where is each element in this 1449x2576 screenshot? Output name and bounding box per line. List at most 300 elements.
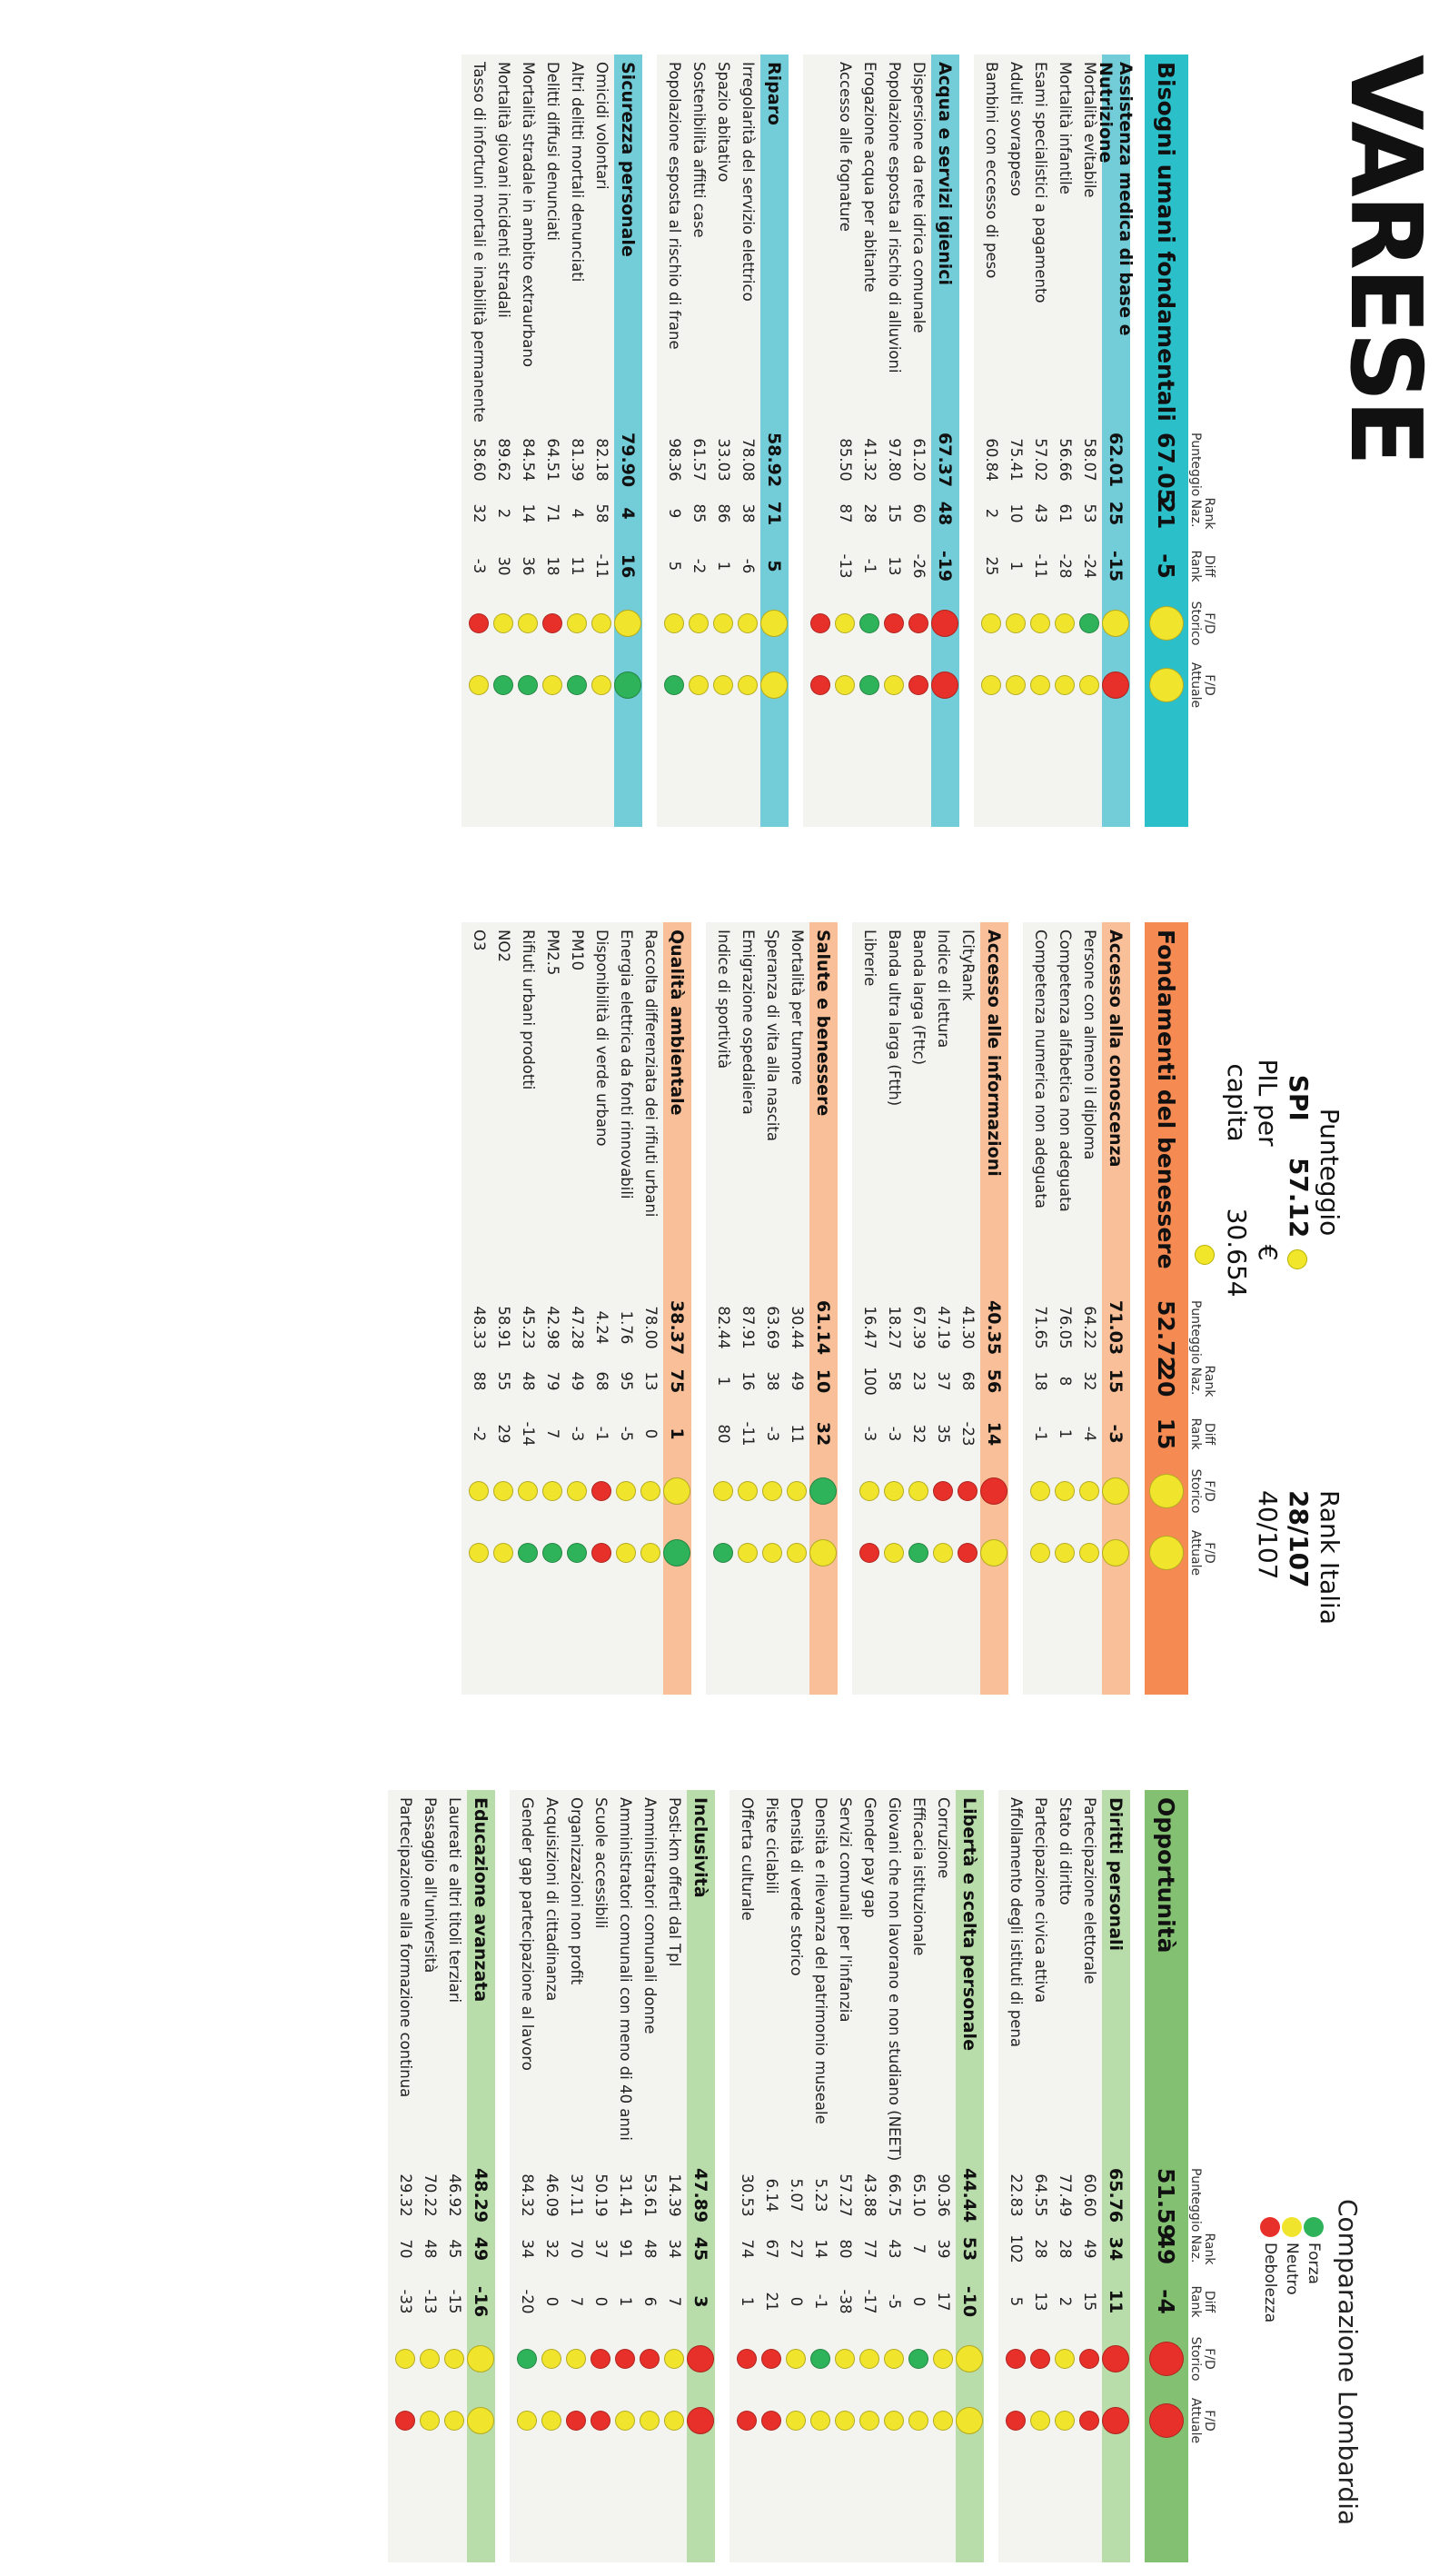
attuale-dot-icon bbox=[543, 1543, 563, 1563]
indicator-diff: -13 bbox=[422, 2289, 439, 2314]
table-row bbox=[467, 55, 491, 827]
attuale-dot-icon bbox=[592, 1543, 612, 1563]
attuale-dot-icon bbox=[885, 2411, 905, 2431]
storico-dot-icon bbox=[1103, 610, 1130, 637]
subcategory-name: Accesso alla conoscenza bbox=[1106, 930, 1126, 1168]
attuale-dot-icon bbox=[1149, 2403, 1184, 2438]
indicator-punteggio: 47.19 bbox=[935, 1306, 952, 1349]
indicator-name: Erogazione acqua per abitante bbox=[861, 62, 878, 293]
table-row bbox=[639, 922, 663, 1695]
indicator-rank: 14 bbox=[520, 503, 537, 523]
header-diff: Diff Rank bbox=[1188, 1417, 1216, 1450]
table-row bbox=[711, 922, 736, 1695]
legend-item-forza: Forza bbox=[1304, 2217, 1324, 2525]
indicator-punteggio: 61.57 bbox=[690, 438, 708, 482]
subcategory-name: Riparo bbox=[764, 62, 785, 125]
attuale-dot-icon bbox=[494, 675, 514, 695]
subcategory-rank: 15 bbox=[1106, 1368, 1126, 1394]
indicator-diff: 1 bbox=[739, 2296, 756, 2307]
indicator-list bbox=[510, 1790, 687, 2562]
indicator-punteggio: 64.22 bbox=[1081, 1306, 1098, 1349]
indicator-name: Efficacia istituzionale bbox=[910, 1797, 928, 1956]
storico-dot-icon bbox=[836, 613, 856, 633]
indicator-diff: 21 bbox=[763, 2292, 780, 2312]
table-row bbox=[442, 1790, 467, 2562]
indicator-rank: 43 bbox=[886, 2239, 903, 2259]
table-row bbox=[418, 1790, 442, 2562]
indicator-rank: 95 bbox=[618, 1371, 635, 1391]
indicator-rank: 28 bbox=[861, 503, 878, 523]
subcategory-name: Accesso alle informazioni bbox=[984, 930, 1005, 1177]
subcategory-punteggio: 65.76 bbox=[1106, 2168, 1126, 2223]
attuale-dot-icon bbox=[932, 671, 959, 699]
indicator-diff: -1 bbox=[1032, 1426, 1049, 1442]
storico-dot-icon bbox=[1031, 1481, 1051, 1501]
indicator-diff: -15 bbox=[446, 2289, 463, 2314]
indicator-name: Competenza numerica non adeguata bbox=[1032, 930, 1049, 1208]
attuale-dot-icon bbox=[1007, 2411, 1027, 2431]
storico-dot-icon bbox=[396, 2349, 416, 2369]
attuale-dot-icon bbox=[982, 675, 1002, 695]
storico-dot-icon bbox=[762, 2349, 782, 2369]
indicator-name: Posti-km offerti dal Tpl bbox=[666, 1797, 683, 1967]
indicator-diff: 32 bbox=[910, 1424, 928, 1444]
indicator-name: Mortalità infantile bbox=[1057, 62, 1074, 194]
indicator-rank: 34 bbox=[666, 2239, 683, 2259]
attuale-dot-icon bbox=[568, 675, 588, 695]
attuale-dot-icon bbox=[934, 2411, 954, 2431]
subcategory-diff: 3 bbox=[690, 2295, 711, 2308]
table-row bbox=[564, 1790, 589, 2562]
attuale-dot-icon bbox=[519, 1543, 539, 1563]
storico-dot-icon bbox=[909, 2349, 929, 2369]
attuale-dot-icon bbox=[1007, 675, 1027, 695]
table-row bbox=[735, 1790, 759, 2562]
table-row bbox=[565, 55, 590, 827]
storico-dot-icon bbox=[641, 1481, 661, 1501]
storico-dot-icon bbox=[1149, 1474, 1184, 1508]
attuale-dot-icon bbox=[468, 2407, 495, 2434]
indicator-punteggio: 58.60 bbox=[471, 438, 488, 482]
indicator-punteggio: 6.14 bbox=[763, 2178, 780, 2213]
storico-dot-icon bbox=[1007, 2349, 1027, 2369]
indicator-punteggio: 33.03 bbox=[715, 438, 732, 482]
attuale-dot-icon bbox=[1031, 2411, 1051, 2431]
indicator-diff: -28 bbox=[1057, 553, 1074, 579]
subcategory-row bbox=[809, 922, 838, 1695]
indicator-name: Persone con almeno il diploma bbox=[1081, 930, 1098, 1160]
attuale-dot-icon bbox=[958, 1543, 978, 1563]
storico-dot-icon bbox=[591, 2349, 611, 2369]
main-category-name: Opportunità bbox=[1153, 1797, 1180, 1954]
indicator-punteggio: 58.91 bbox=[495, 1306, 512, 1349]
subcategory-rank: 25 bbox=[1106, 501, 1126, 526]
main-category bbox=[1145, 1790, 1188, 2562]
subcategory-name: Libertà e scelta personale bbox=[959, 1797, 980, 2051]
indicator-diff: 25 bbox=[983, 556, 1000, 576]
indicator-name: Delitti diffusi denunciati bbox=[544, 62, 561, 241]
indicator-punteggio: 46.09 bbox=[543, 2173, 561, 2217]
subcategory-diff: 16 bbox=[618, 553, 639, 579]
indicator-diff: 0 bbox=[543, 2296, 561, 2307]
indicator-name: Bambini con eccesso di peso bbox=[983, 62, 1000, 279]
indicator-punteggio: 18.27 bbox=[886, 1306, 903, 1349]
indicator-diff: 1 bbox=[715, 561, 732, 572]
storico-dot-icon bbox=[860, 1481, 880, 1501]
table-row bbox=[784, 1790, 809, 2562]
indicator-punteggio: 42.98 bbox=[544, 1306, 561, 1349]
header-attuale: F/D Attuale bbox=[1188, 1529, 1216, 1576]
indicator-rank: 10 bbox=[1007, 503, 1025, 523]
indicator-diff: 13 bbox=[1032, 2292, 1049, 2312]
indicator-diff: 5 bbox=[1007, 2296, 1025, 2307]
storico-dot-icon bbox=[494, 1481, 514, 1501]
indicator-punteggio: 89.62 bbox=[495, 438, 512, 482]
indicator-rank: 23 bbox=[910, 1371, 928, 1391]
storico-dot-icon bbox=[738, 2349, 758, 2369]
indicator-rank: 8 bbox=[1057, 1376, 1074, 1387]
storico-dot-icon bbox=[982, 613, 1002, 633]
indicator-diff: -5 bbox=[618, 1426, 635, 1442]
storico-dot-icon bbox=[860, 2349, 880, 2369]
attuale-dot-icon bbox=[519, 675, 539, 695]
indicator-diff: 1 bbox=[1057, 1428, 1074, 1439]
attuale-dot-icon bbox=[738, 2411, 758, 2431]
indicator-diff: -3 bbox=[471, 558, 488, 574]
main-rank: 21 bbox=[1153, 497, 1180, 530]
indicator-punteggio: 65.10 bbox=[910, 2173, 928, 2217]
indicator-rank: 79 bbox=[544, 1371, 561, 1391]
indicator-diff: 7 bbox=[666, 2296, 683, 2307]
indicator-punteggio: 53.61 bbox=[641, 2173, 659, 2217]
indicator-name: Librerie bbox=[861, 930, 878, 987]
indicator-rank: 91 bbox=[617, 2239, 634, 2259]
indicator-diff: 18 bbox=[544, 556, 561, 576]
indicator-name: Densità e rilevanza del patrimonio museale bbox=[812, 1797, 829, 2124]
indicator-rank: 32 bbox=[1081, 1371, 1098, 1391]
indicator-rank: 48 bbox=[641, 2239, 659, 2259]
attuale-dot-icon bbox=[909, 1543, 929, 1563]
indicator-punteggio: 63.69 bbox=[764, 1306, 781, 1349]
indicator-rank: 49 bbox=[1081, 2239, 1098, 2259]
indicator-punteggio: 29.32 bbox=[397, 2173, 414, 2217]
indicator-punteggio: 70.22 bbox=[422, 2173, 439, 2217]
table-row bbox=[541, 922, 565, 1695]
indicator-diff: 30 bbox=[495, 556, 512, 576]
main-category-name: Bisogni umani fondamentali bbox=[1153, 62, 1180, 422]
storico-dot-icon bbox=[1007, 613, 1027, 633]
subcategory-punteggio: 48.29 bbox=[471, 2168, 491, 2223]
subcategory-punteggio: 71.03 bbox=[1106, 1300, 1126, 1356]
storico-dot-icon bbox=[543, 1481, 563, 1501]
attuale-dot-icon bbox=[885, 675, 905, 695]
indicator-diff: -5 bbox=[886, 2293, 903, 2310]
attuale-dot-icon bbox=[567, 2411, 587, 2431]
storico-dot-icon bbox=[543, 613, 563, 633]
storico-dot-icon bbox=[616, 2349, 636, 2369]
indicator-punteggio: 71.65 bbox=[1032, 1306, 1049, 1349]
attuale-dot-icon bbox=[1080, 675, 1100, 695]
storico-dot-icon bbox=[640, 2349, 660, 2369]
legend bbox=[1258, 2199, 1363, 2525]
indicator-diff: 0 bbox=[592, 2296, 610, 2307]
indicator-name: Indice di sportività bbox=[715, 930, 732, 1069]
indicator-punteggio: 78.08 bbox=[739, 438, 757, 482]
indicator-name: Emigrazione ospedaliera bbox=[739, 930, 757, 1115]
subcategory-name: Qualità ambientale bbox=[667, 930, 688, 1116]
subcategory-punteggio: 40.35 bbox=[984, 1300, 1005, 1356]
storico-dot-icon bbox=[1056, 2349, 1076, 2369]
attuale-dot-icon bbox=[665, 675, 685, 695]
storico-dot-icon bbox=[714, 1481, 734, 1501]
indicator-punteggio: 87.91 bbox=[739, 1306, 757, 1349]
indicator-rank: 32 bbox=[471, 503, 488, 523]
indicator-rank: 7 bbox=[910, 2243, 928, 2254]
attuale-dot-icon bbox=[885, 1543, 905, 1563]
attuale-dot-icon bbox=[445, 2411, 465, 2431]
subcategory-rank: 45 bbox=[690, 2236, 711, 2262]
storico-dot-icon bbox=[470, 613, 490, 633]
storico-dot-icon bbox=[909, 613, 929, 633]
indicator-diff: 17 bbox=[935, 2292, 952, 2312]
subcategory-row bbox=[931, 55, 959, 827]
indicator-diff: -3 bbox=[861, 1426, 878, 1442]
indicator-rank: 34 bbox=[519, 2239, 536, 2259]
indicator-rank: 88 bbox=[471, 1371, 488, 1391]
indicator-punteggio: 58.07 bbox=[1081, 438, 1098, 482]
indicator-name: Piste ciclabili bbox=[763, 1797, 780, 1895]
attuale-dot-icon bbox=[1056, 675, 1076, 695]
subcategory-punteggio: 67.37 bbox=[935, 433, 956, 488]
indicator-diff: -20 bbox=[519, 2289, 536, 2314]
pil-value: € 30.654 bbox=[1222, 1208, 1283, 1298]
subcategory-name: Diritti personali bbox=[1106, 1797, 1126, 1952]
attuale-dot-icon bbox=[714, 675, 734, 695]
storico-dot-icon bbox=[592, 613, 612, 633]
header-storico: F/D Storico bbox=[1188, 2336, 1216, 2382]
indicator-punteggio: 67.39 bbox=[910, 1306, 928, 1349]
subcategory-diff: 1 bbox=[667, 1427, 688, 1440]
attuale-dot-icon bbox=[934, 1543, 954, 1563]
indicator-name: Partecipazione alla formazione continua bbox=[397, 1797, 414, 2098]
spi-value: 57.12 bbox=[1284, 1157, 1314, 1238]
indicator-punteggio: 37.11 bbox=[568, 2173, 585, 2217]
indicator-diff: 11 bbox=[569, 556, 586, 576]
storico-dot-icon bbox=[932, 610, 959, 637]
column-bisogni bbox=[461, 55, 1236, 827]
indicator-rank: 28 bbox=[1032, 2239, 1049, 2259]
attuale-dot-icon bbox=[641, 1543, 661, 1563]
indicator-rank: 85 bbox=[690, 503, 708, 523]
table-row bbox=[882, 55, 907, 827]
indicator-diff: 29 bbox=[495, 1424, 512, 1444]
storico-dot-icon bbox=[1080, 1481, 1100, 1501]
main-rank: 49 bbox=[1153, 2233, 1180, 2265]
header-punteggio: Punteggio bbox=[1188, 2168, 1203, 2233]
indicator-name: Partecipazione civica attiva bbox=[1032, 1797, 1049, 2004]
indicator-punteggio: 4.24 bbox=[593, 1310, 610, 1345]
storico-dot-icon bbox=[1031, 613, 1051, 633]
indicator-name: Altri delitti mortali denunciati bbox=[569, 62, 586, 283]
indicator-rank: 2 bbox=[983, 508, 1000, 519]
indicator-rank: 38 bbox=[764, 1371, 781, 1391]
indicator-punteggio: 16.47 bbox=[861, 1306, 878, 1349]
indicator-punteggio: 75.41 bbox=[1007, 438, 1025, 482]
indicator-diff: -26 bbox=[910, 553, 928, 579]
table-row bbox=[809, 1790, 833, 2562]
indicator-punteggio: 56.66 bbox=[1057, 438, 1074, 482]
indicator-rank: 49 bbox=[569, 1371, 586, 1391]
legend-item-debolezza: Debolezza bbox=[1260, 2217, 1280, 2525]
storico-dot-icon bbox=[860, 613, 880, 633]
indicator-diff: -2 bbox=[690, 558, 708, 574]
subcategory-row bbox=[1102, 1790, 1130, 2562]
indicator-name: Adulti sovrappeso bbox=[1007, 62, 1025, 196]
indicator-diff: 1 bbox=[1007, 561, 1025, 572]
table-row bbox=[956, 922, 980, 1695]
indicator-rank: 38 bbox=[739, 503, 757, 523]
attuale-dot-icon bbox=[690, 675, 710, 695]
table-row bbox=[882, 922, 907, 1695]
subcategory-row bbox=[1102, 922, 1130, 1695]
indicator-list bbox=[998, 1790, 1102, 2562]
column-headers bbox=[1188, 922, 1236, 1695]
subcategory-name: Salute e benessere bbox=[813, 930, 834, 1117]
indicator-name: Amministratori comunali con meno di 40 anni bbox=[617, 1797, 634, 2141]
storico-dot-icon bbox=[688, 2345, 715, 2372]
indicator-rank: 15 bbox=[886, 503, 903, 523]
indicator-punteggio: 82.18 bbox=[593, 438, 610, 482]
indicator-punteggio: 82.44 bbox=[715, 1306, 732, 1349]
attuale-dot-icon bbox=[1056, 1543, 1076, 1563]
attuale-dot-icon bbox=[470, 1543, 490, 1563]
indicator-name: Giovani che non lavorano e non studiano (NEET) bbox=[886, 1797, 903, 2162]
table-row bbox=[590, 922, 614, 1695]
attuale-dot-icon bbox=[860, 675, 880, 695]
column-opportunita bbox=[388, 1790, 1236, 2562]
header-rank: Rank Naz. bbox=[1188, 1365, 1216, 1397]
indicator-name: Acquisizioni di cittadinanza bbox=[543, 1797, 561, 2002]
indicator-punteggio: 57.27 bbox=[837, 2173, 854, 2217]
main-punteggio: 51.59 bbox=[1153, 2168, 1180, 2241]
indicator-list bbox=[729, 1790, 956, 2562]
storico-dot-icon bbox=[885, 613, 905, 633]
storico-dot-icon bbox=[1103, 2345, 1130, 2372]
indicator-diff: 7 bbox=[544, 1428, 561, 1439]
table-row bbox=[541, 55, 565, 827]
subcategory-rank: 48 bbox=[935, 501, 956, 526]
indicator-rank: 61 bbox=[1057, 503, 1074, 523]
table-row bbox=[711, 55, 736, 827]
indicator-list bbox=[706, 922, 809, 1695]
rank-block bbox=[1252, 1490, 1345, 1690]
indicator-name: Competenza alfabetica non adeguata bbox=[1057, 930, 1074, 1212]
storico-dot-icon bbox=[690, 613, 710, 633]
indicator-name: Organizzazioni non profit bbox=[568, 1797, 585, 1985]
attuale-dot-icon bbox=[860, 1543, 880, 1563]
attuale-dot-icon bbox=[811, 2411, 831, 2431]
table-row bbox=[590, 55, 614, 827]
indicator-diff: 80 bbox=[715, 1424, 732, 1444]
indicator-rank: 71 bbox=[544, 503, 561, 523]
table-row bbox=[1004, 55, 1028, 827]
storico-dot-icon bbox=[665, 2349, 685, 2369]
attuale-dot-icon bbox=[542, 2411, 562, 2431]
storico-dot-icon bbox=[1080, 613, 1100, 633]
indicator-diff: -4 bbox=[1081, 1426, 1098, 1442]
indicator-punteggio: 50.19 bbox=[592, 2173, 610, 2217]
indicator-name: Amministratori comunali donne bbox=[641, 1797, 659, 2034]
storico-dot-icon bbox=[617, 1481, 637, 1501]
storico-dot-icon bbox=[568, 1481, 588, 1501]
indicator-diff: 1 bbox=[617, 2296, 634, 2307]
indicator-name: Disponibilità di verde urbano bbox=[593, 930, 610, 1147]
storico-dot-icon bbox=[958, 1481, 978, 1501]
subcategory-diff: 11 bbox=[1106, 2289, 1126, 2314]
indicator-diff: 36 bbox=[520, 556, 537, 576]
indicator-punteggio: 47.28 bbox=[569, 1306, 586, 1349]
attuale-dot-icon bbox=[1103, 2407, 1130, 2434]
column-fondamenti bbox=[461, 922, 1236, 1695]
indicator-diff: -1 bbox=[812, 2293, 829, 2310]
header-storico: F/D Storico bbox=[1188, 1468, 1216, 1514]
indicator-name: Omicidi volontari bbox=[593, 62, 610, 190]
indicator-punteggio: 48.33 bbox=[471, 1306, 488, 1349]
table-row bbox=[614, 922, 639, 1695]
storico-dot-icon bbox=[568, 613, 588, 633]
main-category-name: Fondamenti del benessere bbox=[1153, 930, 1180, 1269]
indicator-diff: 2 bbox=[1057, 2296, 1074, 2307]
spi-label: SPI bbox=[1284, 1074, 1314, 1121]
storico-dot-icon bbox=[788, 1481, 808, 1501]
indicator-diff: 15 bbox=[1081, 2292, 1098, 2312]
storico-dot-icon bbox=[468, 2345, 495, 2372]
table-row bbox=[931, 922, 956, 1695]
attuale-dot-icon bbox=[810, 1539, 838, 1566]
indicator-rank: 28 bbox=[1057, 2239, 1074, 2259]
attuale-dot-icon bbox=[543, 675, 563, 695]
indicator-diff: 0 bbox=[642, 1428, 660, 1439]
subcategory-rank: 4 bbox=[618, 507, 639, 520]
indicator-name: Popolazione esposta al rischio di alluvioni bbox=[886, 62, 903, 373]
indicator-list bbox=[388, 1790, 467, 2562]
indicator-rank: 48 bbox=[520, 1371, 537, 1391]
storico-dot-icon bbox=[1056, 1481, 1076, 1501]
attuale-dot-icon bbox=[664, 1539, 691, 1566]
subcategory-punteggio: 47.89 bbox=[690, 2168, 711, 2223]
indicator-name: Passaggio all'università bbox=[422, 1797, 439, 1974]
header-storico: F/D Storico bbox=[1188, 601, 1216, 646]
indicator-list bbox=[1023, 922, 1102, 1695]
indicator-punteggio: 84.32 bbox=[519, 2173, 536, 2217]
attuale-dot-icon bbox=[860, 2411, 880, 2431]
table-row bbox=[565, 922, 590, 1695]
attuale-dot-icon bbox=[836, 675, 856, 695]
table-row bbox=[638, 1790, 662, 2562]
main-category bbox=[1145, 55, 1188, 827]
indicator-punteggio: 5.23 bbox=[812, 2178, 829, 2213]
attuale-dot-icon bbox=[761, 671, 789, 699]
table-row bbox=[931, 1790, 956, 2562]
table-row bbox=[491, 922, 516, 1695]
rank-label: Rank Italia bbox=[1315, 1490, 1345, 1625]
storico-dot-icon bbox=[739, 613, 759, 633]
table-row bbox=[1028, 922, 1053, 1695]
legend-title: Comparazione Lombardia bbox=[1333, 2199, 1363, 2526]
storico-dot-icon bbox=[836, 2349, 856, 2369]
attuale-dot-icon bbox=[616, 2411, 636, 2431]
attuale-dot-icon bbox=[957, 2407, 984, 2434]
